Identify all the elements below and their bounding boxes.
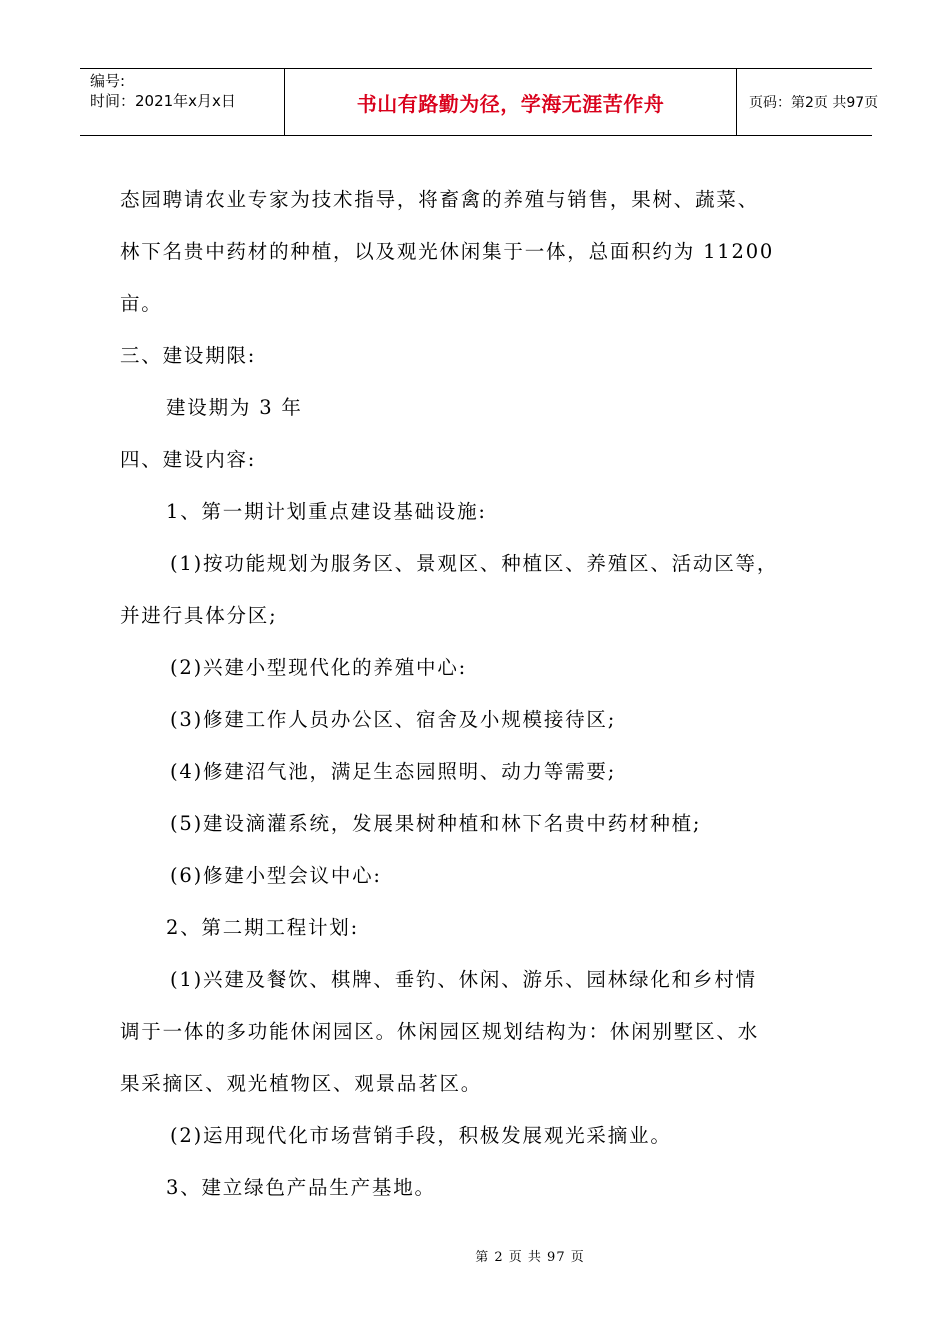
paragraph-line: 建设期为 3 年 bbox=[166, 396, 303, 419]
list-item: (3)修建工作人员办公区、宿舍及小规模接待区; bbox=[170, 708, 617, 731]
paragraph-line: 调于一体的多功能休闲园区。休闲园区规划结构为：休闲别墅区、水 bbox=[120, 1020, 760, 1043]
list-item: (6)修建小型会议中心: bbox=[170, 864, 382, 887]
subsection-heading: 2、第二期工程计划: bbox=[166, 916, 359, 939]
page-header bbox=[80, 68, 879, 136]
section-heading: 三、建设期限: bbox=[120, 344, 257, 367]
header-page-info: 页码：第2页 共97页 bbox=[749, 95, 879, 111]
subsection-heading: 1、第一期计划重点建设基础设施: bbox=[166, 500, 487, 523]
paragraph-line: 果采摘区、观光植物区、观景品茗区。 bbox=[120, 1072, 483, 1095]
paragraph-line: 林下名贵中药材的种植，以及观光休闲集于一体，总面积约为 11200 bbox=[120, 240, 775, 263]
document-number-label: 编号: bbox=[90, 72, 126, 90]
paragraph-line: 并进行具体分区; bbox=[120, 604, 278, 627]
header-meta-cell bbox=[80, 69, 285, 135]
subsection-heading: 3、建立绿色产品生产基地。 bbox=[166, 1176, 436, 1199]
document-body bbox=[120, 174, 840, 1214]
page-footer: 第 2 页 共 97 页 bbox=[475, 1250, 585, 1265]
list-item: (4)修建沼气池，满足生态园照明、动力等需要; bbox=[170, 760, 617, 783]
header-motto: 书山有路勤为径，学海无涯苦作舟 bbox=[285, 69, 737, 135]
list-item: (2)运用现代化市场营销手段，积极发展观光采摘业。 bbox=[170, 1124, 672, 1147]
list-item: (5)建设滴灌系统，发展果树种植和林下名贵中药材种植; bbox=[170, 812, 702, 835]
paragraph-line: 态园聘请农业专家为技术指导，将畜禽的养殖与销售，果树、蔬菜、 bbox=[120, 188, 760, 211]
list-item: (1)兴建及餐饮、棋牌、垂钓、休闲、游乐、园林绿化和乡村情 bbox=[170, 968, 757, 991]
section-heading: 四、建设内容: bbox=[120, 448, 257, 471]
paragraph-line: 亩。 bbox=[120, 292, 163, 315]
document-date-label: 时间：2021年x月x日 bbox=[90, 92, 236, 110]
list-item: (1)按功能规划为服务区、景观区、种植区、养殖区、活动区等， bbox=[170, 552, 779, 575]
list-item: (2)兴建小型现代化的养殖中心: bbox=[170, 656, 467, 679]
